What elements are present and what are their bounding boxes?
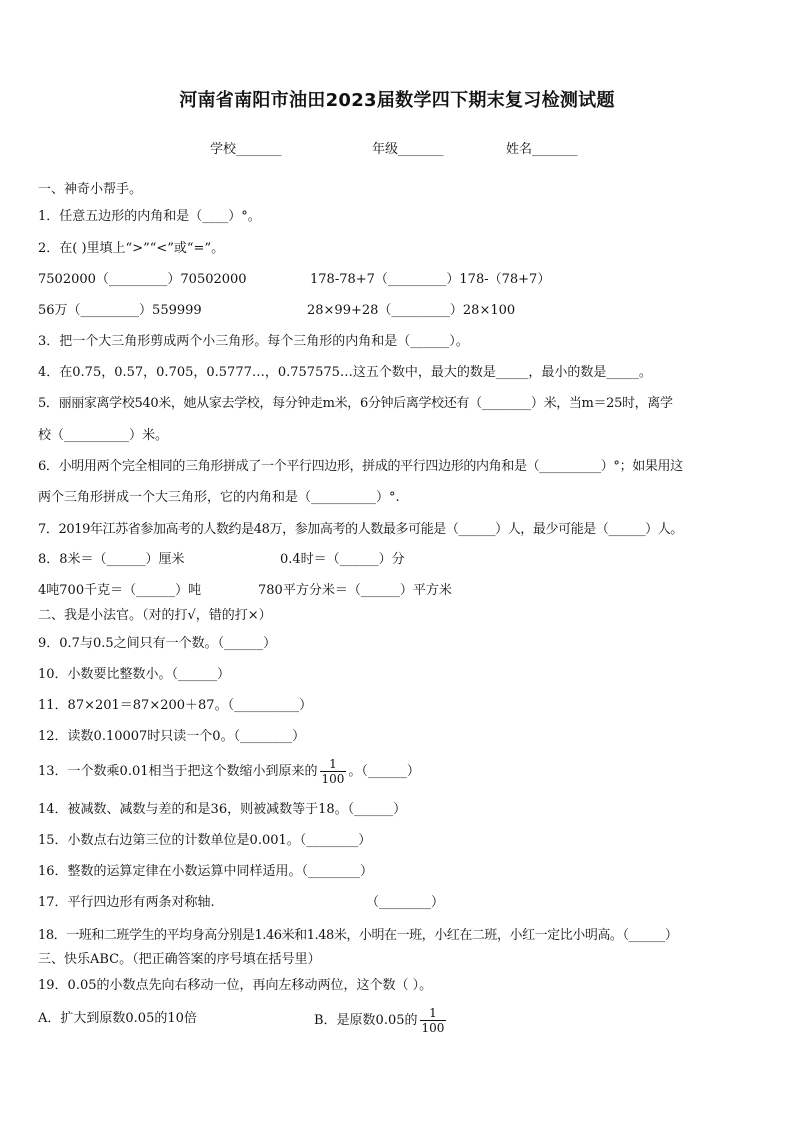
fraction-numerator: 1 [420,1006,447,1021]
question-2-row-1-right: 178-78+7（_________）178-（78+7） [310,272,551,287]
question-4: 4．在0.75，0.57，0.705，0.5777…，0.757575…这五个数中，最大的数是_____，最小的数是_____。 [38,365,652,380]
section-2-heading: 二、我是小法官。（对的打√，错的打×） [38,608,272,623]
question-1: 1．任意五边形的内角和是（____）°。 [38,209,261,224]
question-8-c: 4吨700千克＝（______）吨 [38,583,202,598]
question-19-option-b [314,1004,448,1038]
section-3-heading: 三、快乐ABC。（把正确答案的序号填在括号里） [38,952,321,967]
fraction-one-hundredth [320,757,347,786]
question-16: 16．整数的运算定律在小数运算中同样适用。（________） [38,864,374,879]
question-19: 19．0.05的小数点先向右移动一位，再向左移动两位，这个数（ ）。 [38,978,433,993]
school-field: 学校_______ [210,142,282,157]
question-7: 7．2019年江苏省参加高考的人数约是48万，参加高考的人数最多可能是（______）人，最少可能是（______）人。 [38,522,683,537]
question-17: 17．平行四边形有两条对称轴. [38,895,215,910]
question-5-line-2: 校（__________）米。 [38,428,169,443]
question-13-answer: 。（______） [348,764,420,779]
question-2-row-1-left: 7502000（_________）70502000 [38,272,247,287]
question-8-d: 780平方分米＝（______）平方米 [258,583,452,598]
page-title: 河南省南阳市油田2023届数学四下期末复习检测试题 [179,90,615,111]
question-8-a: 8．8米＝（______）厘米 [38,552,185,567]
fraction-one-hundredth [420,1006,447,1035]
option-b-text: B．是原数0.05的 [314,1013,418,1028]
question-13 [38,754,420,790]
question-2: 2．在( )里填上“>”“<”或“=”。 [38,241,225,256]
question-6-line-2: 两个三角形拼成一个大三角形，它的内角和是（__________）°. [38,490,400,505]
grade-field: 年级_______ [372,142,444,157]
question-13-text: 13．一个数乘0.01相当于把这个数缩小到原来的 [38,764,318,779]
question-2-row-2-left: 56万（_________）559999 [38,303,202,318]
question-14: 14．被减数、减数与差的和是36，则被减数等于18。（______） [38,802,407,817]
question-2-row-2-right: 28×99+28（_________）28×100 [307,303,516,318]
question-17-answer: （________） [366,895,445,910]
question-12: 12．读数0.10007时只读一个0。（________） [38,729,306,744]
fraction-denominator: 100 [421,1021,445,1035]
fraction-denominator: 100 [321,772,345,786]
name-field: 姓名_______ [506,142,578,157]
question-9: 9．0.7与0.5之间只有一个数。（______） [38,636,277,651]
fraction-numerator: 1 [320,757,347,772]
question-19-option-a: A．扩大到原数0.05的10倍 [38,1011,197,1026]
question-11: 11．87×201＝87×200＋87。（__________） [38,698,313,713]
question-10: 10．小数要比整数小。（______） [38,667,231,682]
question-5-line-1: 5．丽丽家离学校540米，她从家去学校，每分钟走m米，6分钟后离学校还有（________）米，当m＝25时，离学 [38,396,673,411]
question-6-line-1: 6．小明用两个完全相同的三角形拼成了一个平行四边形，拼成的平行四边形的内角和是（__________）°；如果用这 [38,459,683,474]
question-3: 3．把一个大三角形剪成两个小三角形。每个三角形的内角和是（______）。 [38,334,469,349]
question-8-b: 0.4时＝（______）分 [280,552,405,567]
question-18: 18．一班和二班学生的平均身高分别是1.46米和1.48米，小明在一班，小红在二班，小红一定比小明高。（______） [38,928,678,943]
question-15: 15．小数点右边第三位的计数单位是0.001。（________） [38,833,372,848]
section-1-heading: 一、神奇小帮手。 [38,182,143,197]
